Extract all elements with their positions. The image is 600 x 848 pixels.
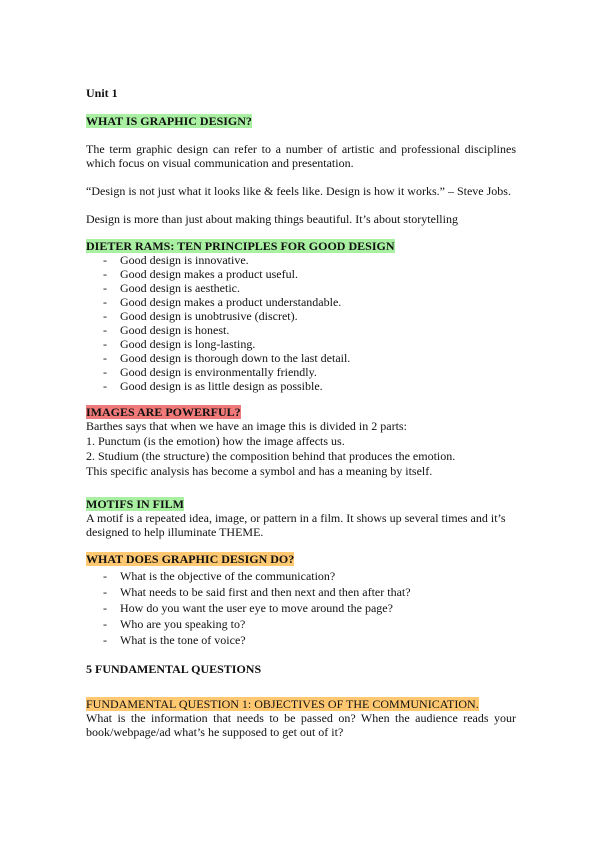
heading-fundamental-questions: 5 FUNDAMENTAL QUESTIONS (86, 662, 262, 676)
barthes-line: 2. Studium (the structure) the composition behind that produces the emotion. (86, 449, 456, 463)
list-item: - What is the tone of voice? (86, 632, 516, 648)
graphic-design-questions-list (86, 568, 516, 648)
section-images-are-powerful (86, 405, 516, 419)
list-item: - Good design is environmentally friendly. (86, 365, 516, 379)
motif-definition: A motif is a repeated idea, image, or pattern in a film. It shows up several times and it’s designed to help illuminate THEME. (86, 511, 506, 539)
graphic-design-definition: The term graphic design can refer to a number of artistic and professional disciplines which focus on visual communication and presentation. (86, 142, 516, 170)
barthes-line: 1. Punctum (is the emotion) how the image affects us. (86, 434, 345, 448)
list-item: - What needs to be said first and then next and then after that? (86, 584, 516, 600)
heading-what-does-graphic-design-do: WHAT DOES GRAPHIC DESIGN DO? (86, 552, 295, 566)
barthes-line: This specific analysis has become a symbol and has a meaning by itself. (86, 464, 433, 478)
storytelling-statement: Design is more than just about making things beautiful. It’s about storytelling (86, 212, 458, 226)
section-what-does-graphic-design-do (86, 552, 516, 566)
list-item: - Good design is honest. (86, 323, 516, 337)
list-item: - Good design makes a product understandable. (86, 295, 516, 309)
list-item: - Good design is thorough down to the last detail. (86, 351, 516, 365)
list-item: - Good design is unobtrusive (discret). (86, 309, 516, 323)
steve-jobs-quote: “Design is not just what it looks like & feels like. Design is how it works.” – Steve Jobs. (86, 184, 511, 198)
heading-what-is-graphic-design: WHAT IS GRAPHIC DESIGN? (86, 114, 252, 128)
heading-dieter-rams: DIETER RAMS: TEN PRINCIPLES FOR GOOD DESIGN (86, 239, 395, 253)
list-item: - How do you want the user eye to move around the page? (86, 600, 516, 616)
list-item: - What is the objective of the communication? (86, 568, 516, 584)
unit-title: Unit 1 (86, 86, 118, 100)
section-dieter-rams (86, 239, 516, 253)
section-fundamental-question-1 (86, 697, 516, 711)
fundamental-question-1-body: What is the information that needs to be passed on? When the audience reads your book/webpage/ad what’s he supposed to get out of it? (86, 711, 516, 739)
list-item: - Who are you speaking to? (86, 616, 516, 632)
section-motifs-in-film (86, 497, 516, 511)
list-item: - Good design is aesthetic. (86, 281, 516, 295)
barthes-analysis (86, 419, 516, 479)
list-item: - Good design is innovative. (86, 253, 516, 267)
section-what-is-graphic-design (86, 114, 516, 128)
list-item: - Good design is as little design as possible. (86, 379, 516, 393)
list-item: - Good design makes a product useful. (86, 267, 516, 281)
list-item: - Good design is long-lasting. (86, 337, 516, 351)
heading-fundamental-question-1: FUNDAMENTAL QUESTION 1: OBJECTIVES OF THE COMMUNICATION. (86, 697, 479, 711)
barthes-line: Barthes says that when we have an image this is divided in 2 parts: (86, 419, 407, 433)
dieter-rams-principles-list (86, 253, 516, 393)
heading-motifs-in-film: MOTIFS IN FILM (86, 497, 185, 511)
heading-images-are-powerful: IMAGES ARE POWERFUL? (86, 405, 241, 419)
